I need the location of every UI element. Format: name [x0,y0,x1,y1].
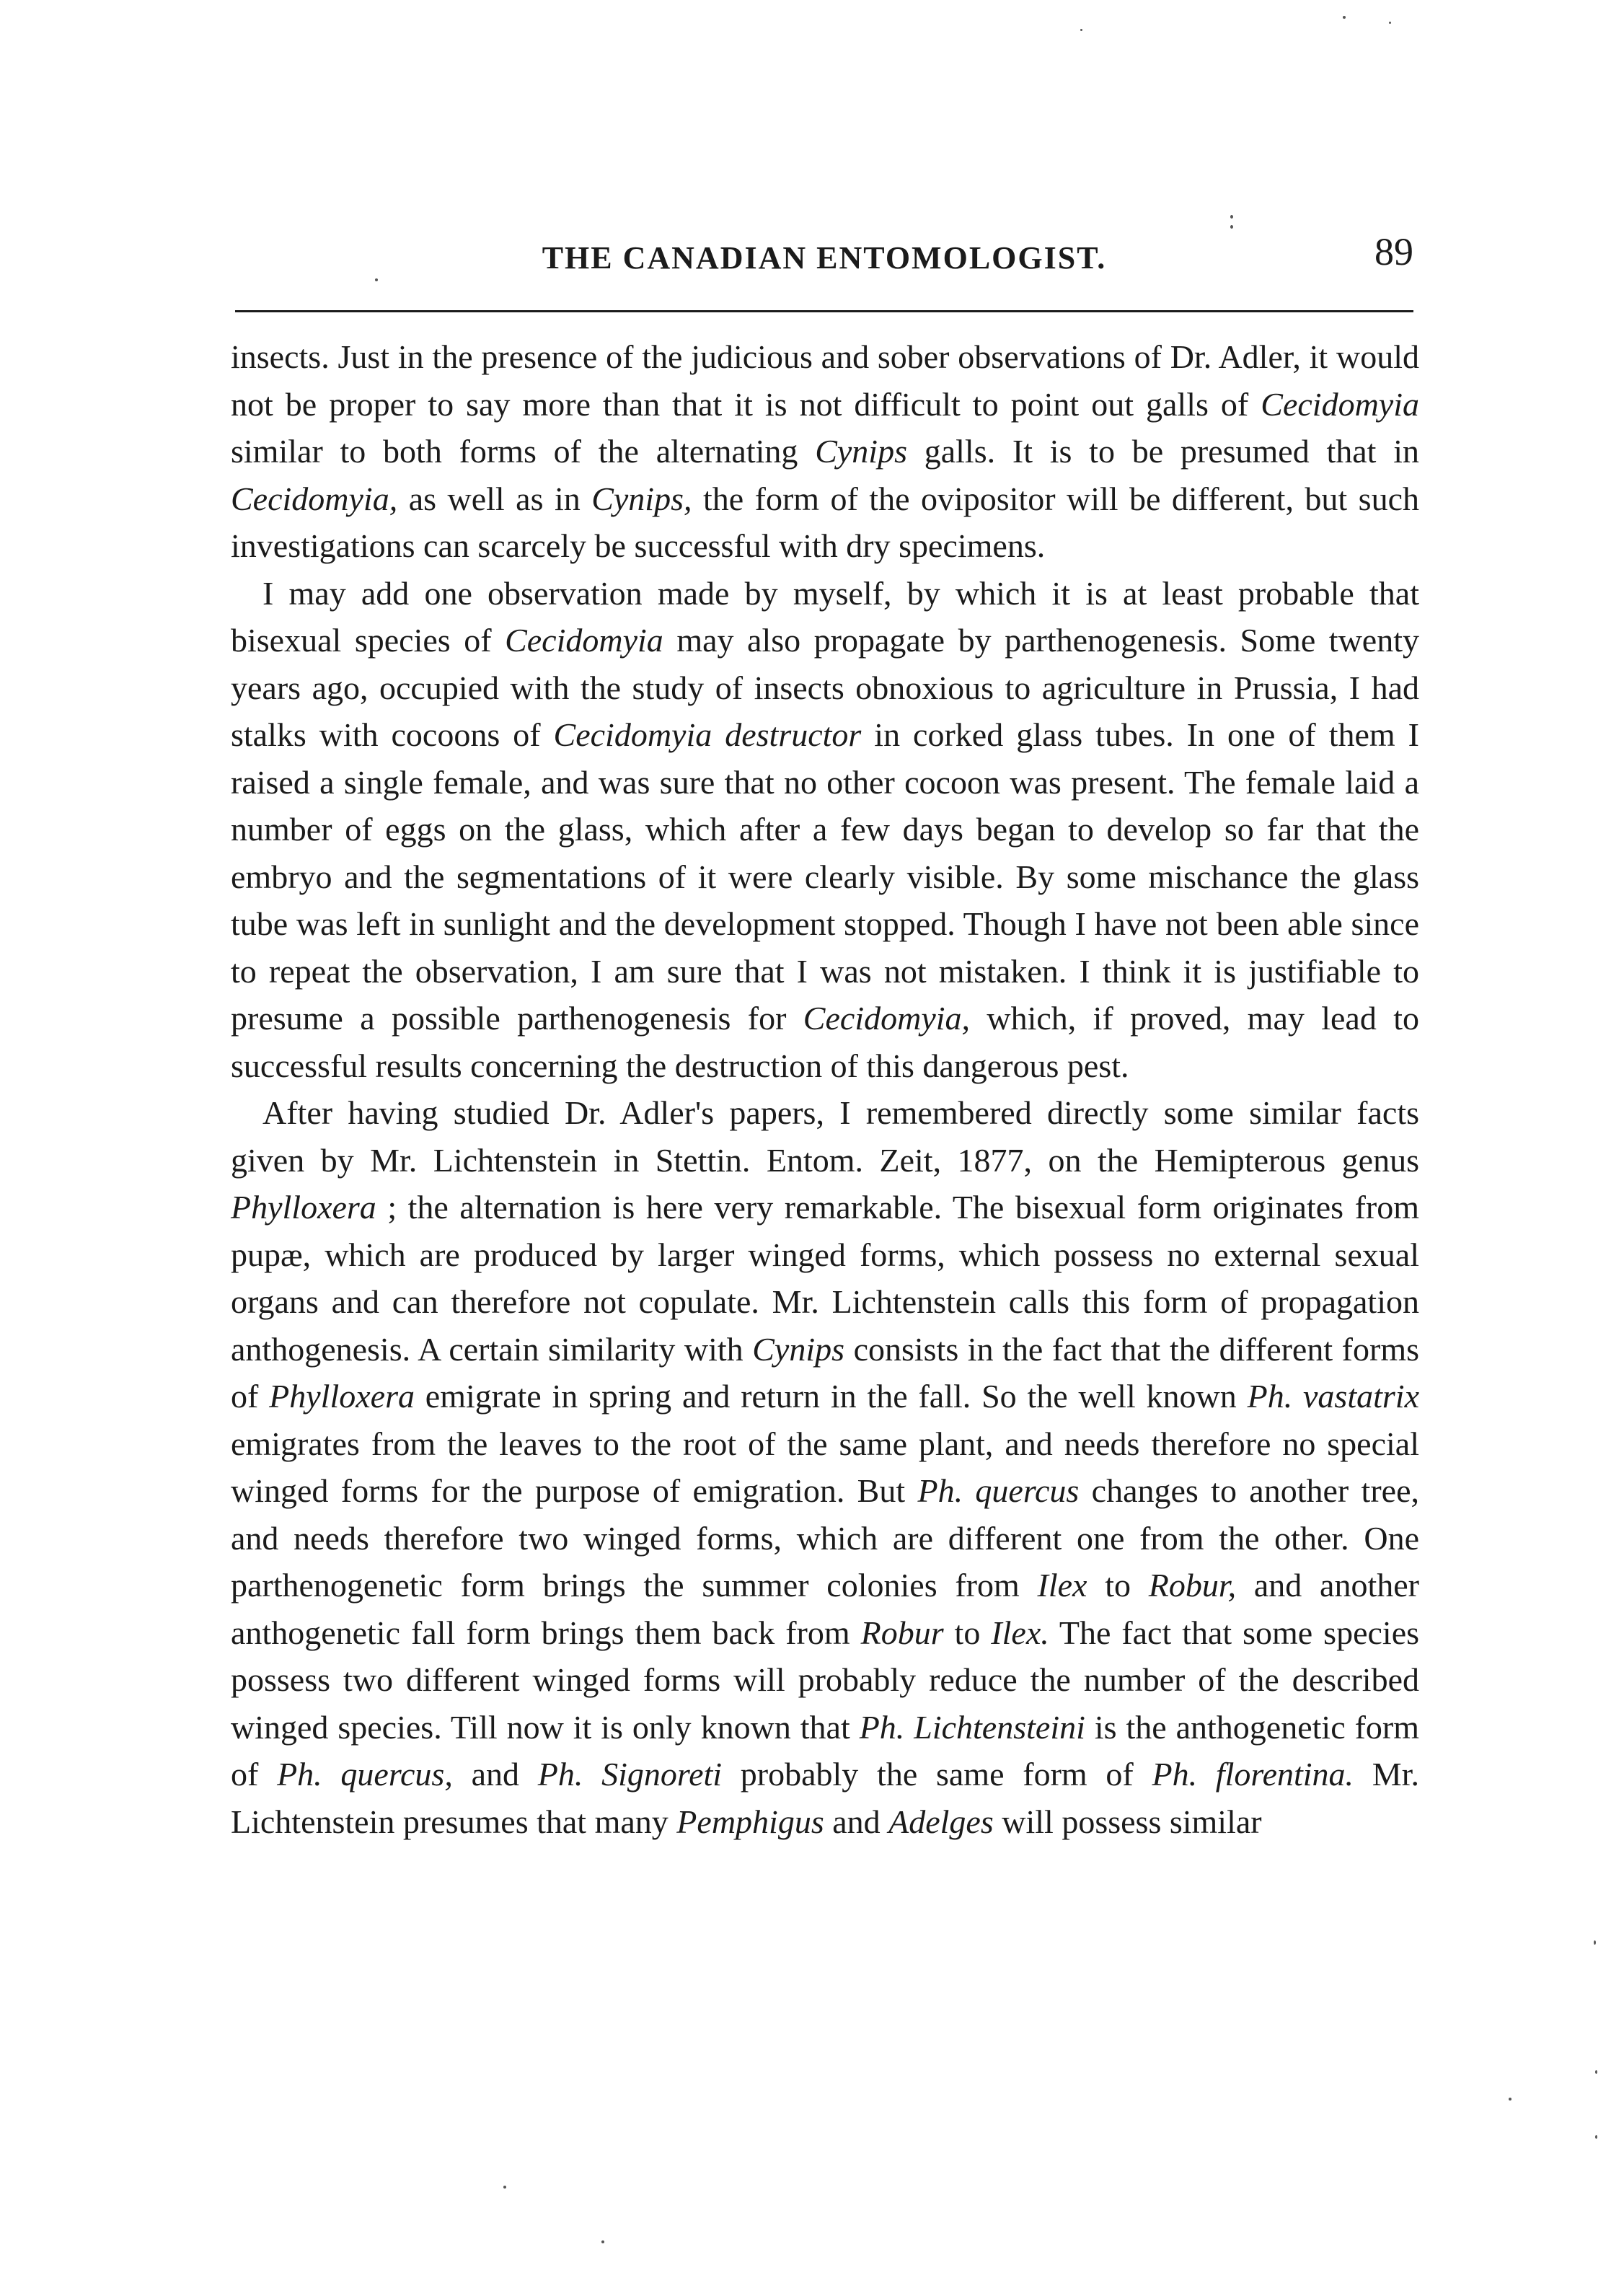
scan-speck [1230,215,1233,219]
italic-term: Pemphigus [676,1803,824,1840]
scan-speck [1509,2098,1512,2101]
italic-term: Cecidomyia [505,622,663,659]
scan-speck [601,2240,604,2243]
italic-term: Robur [860,1614,944,1651]
text-run: which, if proved, may lead to successful results concerning the destruction of this dangerous pest. [231,1000,1419,1084]
text-run: changes to another tree, and needs therefore two winged forms, which are different one from the other. One parthenogenetic form brings the summer colonies from [231,1472,1419,1604]
italic-term: Cecidomyia, [803,1000,971,1037]
text-run: ; the alternation is here very remarkable. The bisexual form originates from pupæ, which are produced by larger winged forms, which possess no external sexual organs and can therefore not copulate. Mr. Lichtenstein calls this form of propagation anthogenesis. A certain similarity with [231,1189,1419,1368]
italic-term: Ph. florentina. [1152,1756,1354,1793]
text-run: emigrate in spring and return in the fall. So the well known [414,1378,1248,1415]
text-run: similar to both forms of the alternating [231,433,816,470]
scan-speck [1595,2135,1597,2139]
italic-term: Ph. Signoreti [537,1756,723,1793]
text-run: as well as in [397,480,592,517]
italic-term: Ilex. [991,1614,1049,1651]
scan-speck [1594,1940,1596,1945]
italic-term: Ilex [1037,1567,1087,1604]
paragraph [231,333,1419,570]
italic-term: Ph. quercus, [277,1756,453,1793]
text-run: galls. It is to be presumed that in [906,433,1420,470]
scan-speck [503,2186,506,2189]
text-run: to [943,1614,992,1651]
text-run: in corked glass tubes. In one of them I raised a single female, and was sure that no other cocoon was present. The female laid a number of eggs on the glass, which after a few days began to develop so far that the embryo and the segmentations of it were clearly visible. By some mischance the glass tube was left in sunlight and the development stopped. Though I have not been able since to repeat the observation, I am sure that I was not mistaken. I think it is justifiable to presume a possible parthenogenesis for [231,716,1419,1037]
italic-term: Adelges [888,1803,994,1840]
text-run: After having studied Dr. Adler's papers, I remembered directly some similar facts given by Mr. Lichtenstein in Stettin. Entom. Zeit, 1877, on the Hemipterous genus [231,1094,1419,1179]
italic-term: Phylloxera [231,1189,376,1226]
italic-term: Ph. Lichtensteini [859,1708,1085,1746]
text-run: insects. Just in the presence of the judicious and sober observations of Dr. Adler, it would not be proper to say more than that it is not difficult to point out galls of [231,338,1419,423]
italic-term: Phylloxera [269,1378,415,1415]
italic-term: Ph. quercus [917,1472,1080,1509]
page-header [235,229,1413,287]
italic-term: Cecidomyia destructor [553,716,862,753]
scan-speck [1080,29,1082,31]
italic-term: Robur, [1148,1567,1237,1604]
text-run: may also propagate by parthenogenesis. Some twenty years ago, occupied with the study of insects obnoxious to agriculture in Prussia, I had stalks with cocoons of [231,622,1419,753]
italic-term: Cecidomyia, [231,480,398,517]
page-number: 89 [1374,230,1413,273]
paragraph [231,1089,1419,1845]
italic-term: Cynips, [591,480,692,517]
text-run: consists in the fact that the different forms of [231,1330,1419,1415]
scan-speck [1230,225,1233,229]
paragraph [231,570,1419,1090]
text-run: the form of the ovipositor will be different, but such investigations can scarcely be successful with dry specimens. [231,480,1419,564]
italic-term: Cynips [752,1330,845,1368]
scan-speck [1595,2070,1597,2074]
text-run: The fact that some species possess two different winged forms will probably reduce the number of the described winged species. Till now it is only known that [231,1614,1420,1746]
scan-speck [375,278,378,281]
article-body [231,333,1419,1845]
text-run: emigrates from the leaves to the root of the same plant, and needs therefore no special winged forms for the purpose of emigration. But [231,1425,1419,1509]
text-run: and [452,1756,538,1793]
text-run: will possess similar [993,1803,1262,1840]
scan-speck [1343,16,1346,19]
text-run: is the anthogenetic form of [231,1708,1419,1793]
text-run: to [1087,1567,1149,1604]
text-run: I may add one observation made by myself, by which it is at least probable that bisexual species of [231,574,1419,659]
running-title: THE CANADIAN ENTOMOLOGIST. [542,240,1107,276]
text-run: and [824,1803,889,1840]
text-run: and another anthogenetic fall form brings them back from [231,1567,1419,1651]
text-run: probably the same form of [722,1756,1152,1793]
italic-term: Cecidomyia [1261,385,1419,423]
text-run: Mr. Lichtenstein presumes that many [231,1756,1419,1840]
italic-term: Ph. vastatrix [1247,1378,1419,1415]
scan-speck [1389,22,1391,24]
header-rule [235,310,1413,312]
italic-term: Cynips [815,433,907,470]
